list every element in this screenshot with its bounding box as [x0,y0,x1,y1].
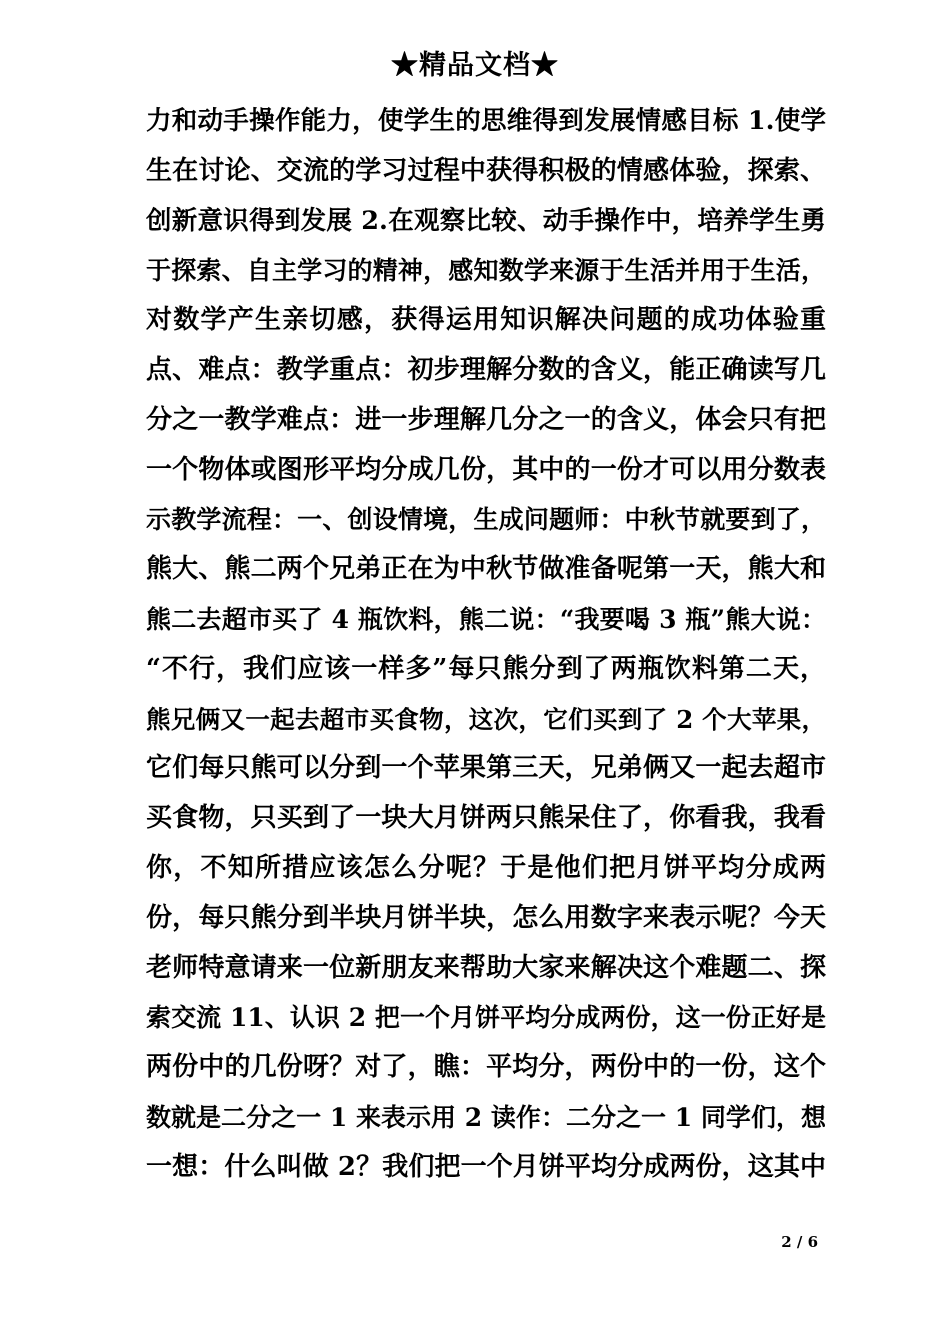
text-line: 于探索、自主学习的精神，感知数学来源于生活并用于生活， [146,256,826,286]
text-line: 索交流 11、认识 2 把一个月饼平均分成两份，这一份正好是 [146,1003,826,1033]
text-line: 老师特意请来一位新朋友来帮助大家来解决这个难题二、探 [146,952,826,983]
text-line: 一个物体或图形平均分成几份，其中的一份才可以用分数表 [146,454,826,485]
text-line: 你，不知所措应该怎么分呢？于是他们把月饼平均分成两 [146,852,826,883]
text-line: 熊二去超市买了 4 瓶饮料，熊二说：“我要喝 3 瓶”熊大说： [146,604,826,634]
text-line: 熊兄俩又一起去超市买食物，这次，它们买到了 2 个大苹果， [146,704,826,734]
text-line: 买食物，只买到了一块大月饼两只熊呆住了，你看我，我看 [146,803,826,834]
text-line: 点、难点：教学重点：初步理解分数的含义，能正确读写几 [146,354,826,385]
page-header-title: ★精品文档★ [391,50,559,81]
text-line: 数就是二分之一 1 来表示用 2 读作：二分之一 1 同学们，想 [146,1102,826,1132]
text-line: 对数学产生亲切感，获得运用知识解决问题的成功体验重 [146,305,826,336]
text-line: 份，每只熊分到半块月饼半块，怎么用数字来表示呢？今天 [146,902,826,933]
text-line: 力和动手操作能力，使学生的思维得到发展情感目标 1.使学 [146,106,826,136]
text-line: 分之一教学难点：进一步理解几分之一的含义，体会只有把 [146,404,826,435]
page-number: 2 / 6 [781,1233,818,1251]
text-line: 创新意识得到发展 2.在观察比较、动手操作中，培养学生勇 [146,205,826,236]
text-line: 一想：什么叫做 2？我们把一个月饼平均分成两份，这其中 [146,1151,826,1182]
text-line: 示教学流程：一、创设情境，生成问题师：中秋节就要到了， [146,505,826,535]
text-line: 生在讨论、交流的学习过程中获得积极的情感体验，探索、 [146,155,826,186]
text-line: 它们每只熊可以分到一个苹果第三天，兄弟俩又一起去超市 [146,753,826,784]
text-line: “不行，我们应该一样多”每只熊分到了两瓶饮料第二天， [146,653,826,684]
document-body [146,97,826,1193]
text-line: 熊大、熊二两个兄弟正在为中秋节做准备呢第一天，熊大和 [146,554,826,585]
text-line: 两份中的几份呀？对了，瞧：平均分，两份中的一份，这个 [146,1052,826,1083]
